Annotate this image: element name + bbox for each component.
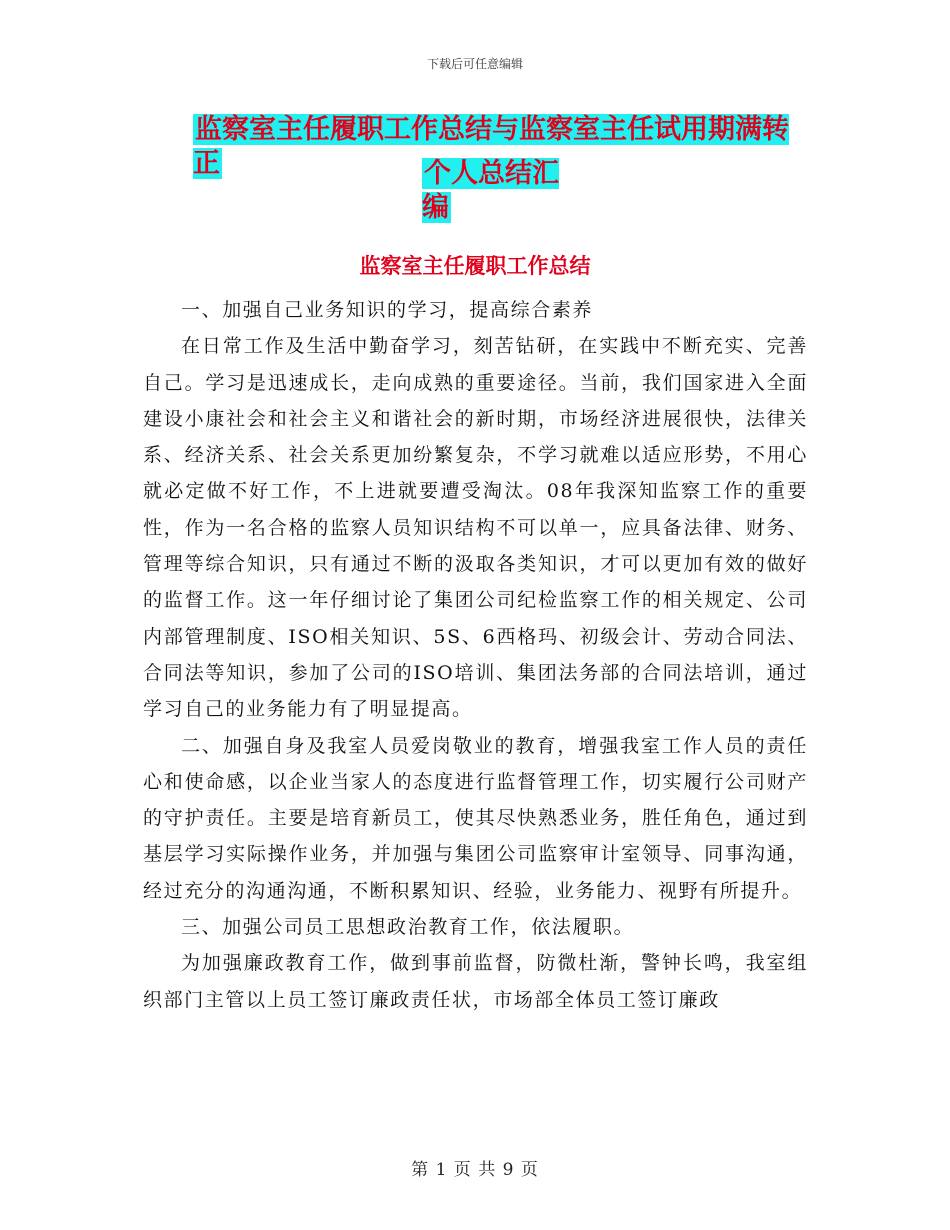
header-note: 下载后可任意编辑 — [426, 57, 523, 71]
document-title-line2 — [422, 157, 582, 225]
paragraph: 二、加强自身及我室人员爱岗敬业的教育，增强我室工作人员的责任心和使命感，以企业当家人的态度进行监督管理工作，切实履行公司财产的守护责任。主要是培育新员工，使其尽快熟悉业务，胜任角色，通过到基层学习实际操作业务，并加强与集团公司监察审计室领导、同事沟通，经过充分的沟通沟通，不断积累知识、经验，业务能力、视野有所提升。 — [143, 734, 808, 902]
section-title: 监察室主任履职工作总结 — [359, 253, 591, 278]
page-footer: 第 1 页 共 9 页 — [411, 1160, 539, 1180]
paragraph: 为加强廉政教育工作，做到事前监督，防微杜渐，警钟长鸣，我室组织部门主管以上员工签订廉政责任状，市场部全体员工签订廉政 — [143, 952, 808, 1011]
document-body — [143, 292, 808, 1018]
paragraph: 一、加强自己业务知识的学习，提高综合素养 — [181, 299, 594, 321]
title-highlight: 监察室主任履职工作总结与监察室主任试用期满转正 — [193, 114, 789, 179]
paragraph: 三、加强公司员工思想政治教育工作，依法履职。 — [181, 916, 635, 939]
title-highlight: 个人总结汇编 — [422, 158, 559, 223]
paragraph: 在日常工作及生活中勤奋学习，刻苦钻研，在实践中不断充实、完善自己。学习是迅速成长，走向成熟的重要途径。当前，我们国家进入全面建设小康社会和社会主义和谐社会的新时期，市场经济进展很快，法律关系、经济关系、社会关系更加纷繁复杂，不学习就难以适应形势，不用心就必定做不好工作，不上进就要遭受淘汰。08年我深知监察工作的重要性，作为一名合格的监察人员知识结构不可以单一，应具备法律、财务、管理等综合知识，只有通过不断的汲取各类知识，才可以更加有效的做好的监督工作。这一年仔细讨论了集团公司纪检监察工作的相关规定、公司内部管理制度、ISO相关知识、5S、6西格玛、初级会计、劳动合同法、合同法等知识，参加了公司的ISO培训、集团法务部的合同法培训，通过学习自己的业务能力有了明显提高。 — [143, 335, 808, 721]
